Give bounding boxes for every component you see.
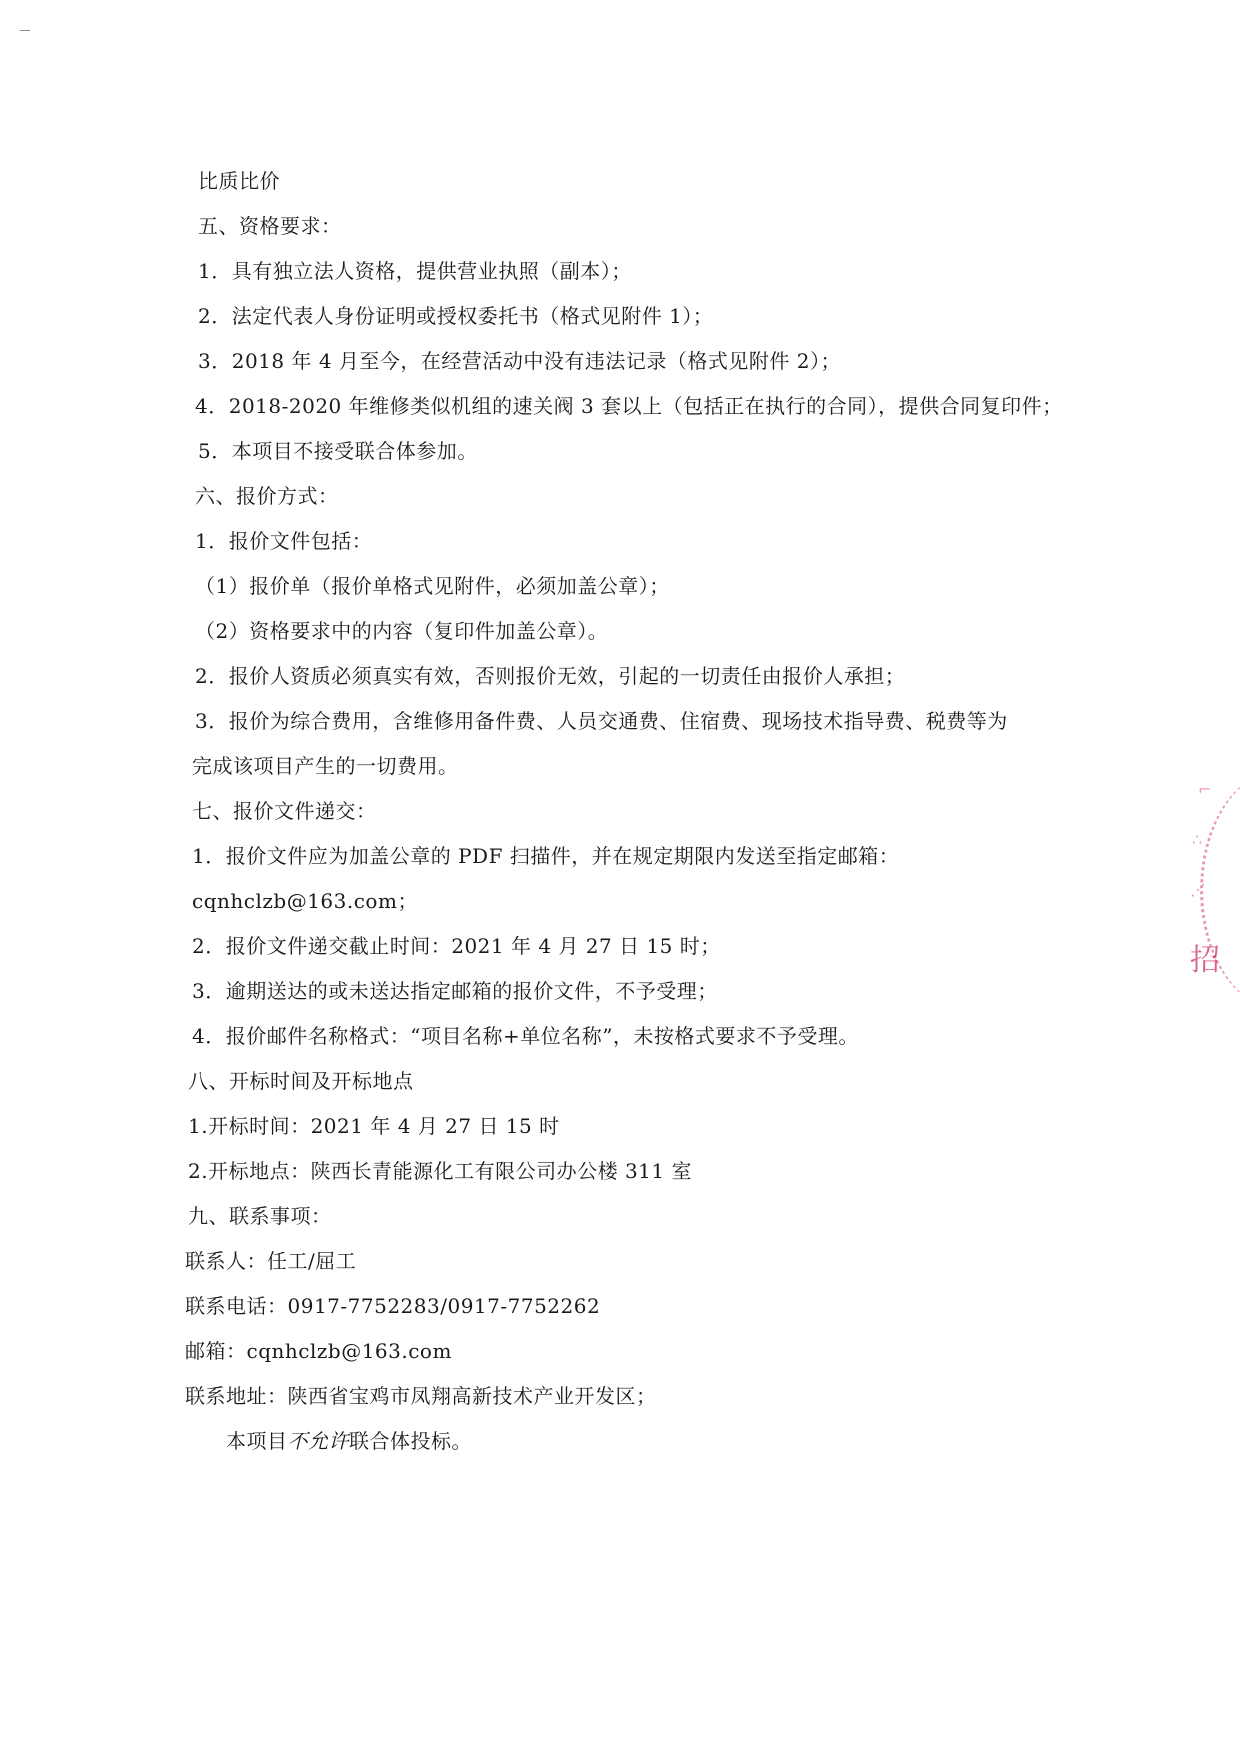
submission-email: cqnhclzb@163.com；: [192, 889, 418, 913]
quotation-item-3: 3．报价为综合费用，含维修用备件费、人员交通费、住宿费、现场技术指导费、税费等为: [195, 709, 1008, 733]
seal-stamp-fragment: ⌐: [1198, 780, 1212, 799]
text-line-1: 比质比价: [198, 169, 280, 193]
submission-item-2: 2．报价文件递交截止时间：2021 年 4 月 27 日 15 时；: [192, 934, 721, 958]
submission-item-4: 4．报价邮件名称格式：“项目名称+单位名称”，未按格式要求不予受理。: [192, 1024, 859, 1048]
qualification-item-2: 2．法定代表人身份证明或授权委托书（格式见附件 1）；: [198, 304, 714, 328]
qualification-item-1: 1．具有独立法人资格，提供营业执照（副本）；: [198, 259, 632, 283]
quotation-subitem-2: （2）资格要求中的内容（复印件加盖公章）。: [195, 619, 609, 643]
qualification-item-5: 5．本项目不接受联合体参加。: [198, 439, 478, 463]
contact-address: 联系地址：陕西省宝鸡市凤翔高新技术产业开发区；: [185, 1384, 657, 1408]
seal-stamp-char: 招: [1190, 943, 1220, 978]
contact-phone: 联系电话：0917-7752283/0917-7752262: [185, 1294, 601, 1318]
opening-time: 1.开标时间：2021 年 4 月 27 日 15 时: [188, 1114, 560, 1138]
quotation-item-3-cont: 完成该项目产生的一切费用。: [192, 754, 459, 778]
final-note-emphasis: 不允许: [287, 1429, 349, 1453]
contact-person: 联系人：任工/屈工: [185, 1249, 357, 1273]
submission-item-3: 3．逾期送达的或未送达指定邮箱的报价文件，不予受理；: [192, 979, 718, 1003]
opening-location: 2.开标地点：陕西长青能源化工有限公司办公楼 311 室: [188, 1159, 692, 1183]
heading-contact: 九、联系事项：: [188, 1204, 332, 1228]
qualification-item-4: 4．2018-2020 年维修类似机组的速关阀 3 套以上（包括正在执行的合同），提供合同复印件；: [195, 394, 1063, 418]
qualification-item-3: 3．2018 年 4 月至今，在经营活动中没有违法记录（格式见附件 2）；: [198, 349, 842, 373]
quotation-item-2: 2．报价人资质必须真实有效，否则报价无效，引起的一切责任由报价人承担；: [195, 664, 906, 688]
contact-email: 邮箱：cqnhclzb@163.com: [185, 1339, 452, 1363]
seal-stamp-fragment: ⋰: [1190, 880, 1206, 899]
heading-submission: 七、报价文件递交：: [192, 799, 377, 823]
heading-quotation-method: 六、报价方式：: [195, 484, 339, 508]
final-note-before: 本项目: [226, 1429, 288, 1453]
final-note-after: 联合体投标。: [349, 1429, 472, 1453]
quotation-item-1: 1．报价文件包括：: [195, 529, 373, 553]
heading-qualification: 五、资格要求：: [198, 214, 342, 238]
seal-stamp-fragment: ∴: [1192, 830, 1203, 849]
submission-item-1: 1．报价文件应为加盖公章的 PDF 扫描件，并在规定期限内发送至指定邮箱：: [192, 844, 900, 868]
quotation-subitem-1: （1）报价单（报价单格式见附件，必须加盖公章）；: [195, 574, 670, 598]
heading-opening: 八、开标时间及开标地点: [188, 1069, 414, 1093]
seal-stamp-partial: [1180, 770, 1240, 1010]
scan-corner-mark: [20, 30, 30, 31]
final-note: [226, 1427, 472, 1455]
